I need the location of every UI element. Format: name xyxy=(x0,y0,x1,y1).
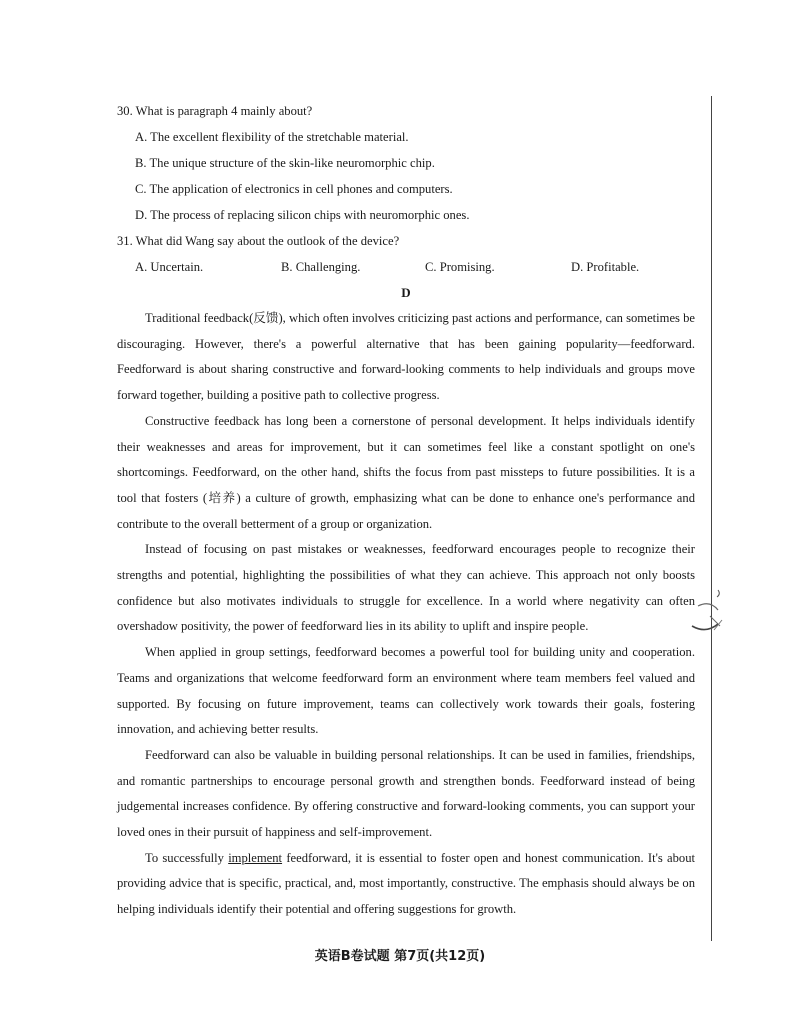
scribble-mark xyxy=(690,586,730,646)
question-30-option-c: C. The application of electronics in cell phones and computers. xyxy=(135,182,453,196)
section-heading: D xyxy=(401,285,411,300)
passage-paragraph-6 xyxy=(117,846,695,923)
paragraph-6-lead: To successfully xyxy=(145,850,229,865)
question-31-option-b: B. Challenging. xyxy=(281,260,361,274)
question-30-option-b: B. The unique structure of the skin-like neuromorphic chip. xyxy=(135,156,435,170)
page-footer: 英语B卷试题 第7页(共12页) xyxy=(314,949,486,964)
question-31-option-d: D. Profitable. xyxy=(571,260,640,274)
paragraph-6-rest: feedforward, it is essential to foster open and honest communication. It's about providing advice that is specific, practical, and, most importantly, constructive. The emphasis should always be on helping individuals identify their potential and offering suggestions for growth. xyxy=(117,850,695,917)
margin-rule xyxy=(711,96,712,941)
passage-paragraph-3: Instead of focusing on past mistakes or weaknesses, feedforward encourages people to recognize their strengths and potential, highlighting the possibilities of what they can achieve. This approach not only boosts confidence but also motivates individuals to struggle for excellence. In a world where negativity can often overshadow positivity, the power of feedforward lies in its ability to uplift and inspire people. xyxy=(117,542,695,634)
passage-paragraph-5: Feedforward can also be valuable in building personal relationships. It can be used in families, friendships, and romantic partnerships to encourage personal growth and strengthen bonds. Feedforward instead of being judgemental increases confidence. By offering constructive and forward-looking comments, you can support your loved ones in their pursuit of happiness and self-improvement. xyxy=(117,747,695,840)
passage-paragraph-4: When applied in group settings, feedforward becomes a powerful tool for building unity and cooperation. Teams and organizations that welcome feedforward form an environment where team members feel valued and supported. By focusing on future improvement, teams can collectively work towards their goals, fostering innovation, and achieving better results. xyxy=(117,645,695,737)
question-31-option-a: A. Uncertain. xyxy=(135,260,204,274)
question-30-option-a: A. The excellent flexibility of the stretchable material. xyxy=(135,130,409,144)
question-30-option-d: D. The process of replacing silicon chips with neuromorphic ones. xyxy=(135,208,470,222)
passage-paragraph-1: Traditional feedback(反馈), which often involves criticizing past actions and performance, can sometimes be discouraging. However, there's a powerful alternative that has been gaining popularity—feedforward. Feedforward is about sharing constructive and forward-looking comments to help individuals and groups move forward together, building a positive path to collective progress. xyxy=(117,311,695,403)
passage-paragraph-2: Constructive feedback has long been a cornerstone of personal development. It helps individuals identify their weaknesses and areas for improvement, but it can sometimes feel like a constant spotlight on one's shortcomings. Feedforward, on the other hand, shifts the focus from past missteps to future possibilities. It is a tool that fosters (培养) a culture of growth, emphasizing what can be done to enhance one's performance and contribute to the overall betterment of a group or organization. xyxy=(117,413,695,531)
question-31-stem: 31. What did Wang say about the outlook of the device? xyxy=(117,234,400,248)
question-30-stem: 30. What is paragraph 4 mainly about? xyxy=(117,104,313,118)
question-31-options xyxy=(117,254,695,280)
page-content xyxy=(117,98,695,923)
question-31-option-c: C. Promising. xyxy=(425,260,495,274)
underlined-word-implement: implement xyxy=(228,850,283,865)
